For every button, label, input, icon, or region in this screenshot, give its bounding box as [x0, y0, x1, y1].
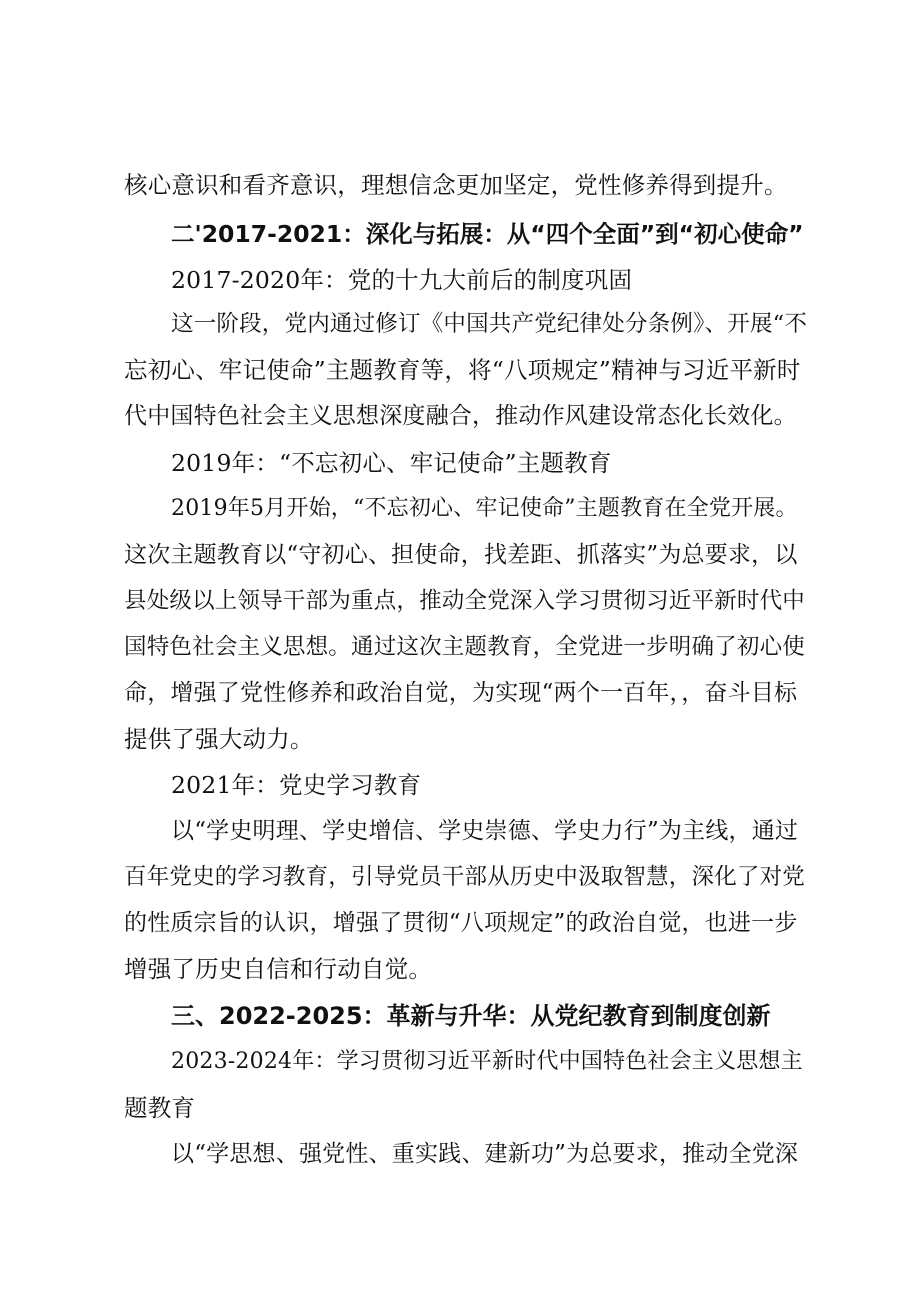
paragraph-line: 县处级以上领导干部为重点，推动全党深入学习贯彻习近平新时代中 — [124, 588, 806, 614]
paragraph-line: 提供了强大动力。 — [124, 725, 314, 753]
paragraph-line: 以“学思想、强党性、重实践、建新功”为总要求，推动全党深 — [171, 1141, 799, 1167]
paragraph-line: 这一阶段，党内通过修订《中国共产党纪律处分条例》、开展“不 — [171, 311, 808, 337]
subheading-2023-2024: 2023-2024年：学习贯彻习近平新时代中国特色社会主义思想主 — [171, 1049, 803, 1074]
subheading-continuation: 题教育 — [124, 1094, 196, 1122]
paragraph-line: 国特色社会主义思想。通过这次主题教育，全党进一步明确了初心使 — [124, 634, 806, 660]
subheading-2021: 2021年：党史学习教育 — [171, 771, 422, 799]
paragraph-line: 忘初心、牢记使命”主题教育等，将“八项规定”精神与习近平新时 — [124, 356, 801, 384]
paragraph-line: 2019年5月开始，“不忘初心、牢记使命”主题教育在全党开展。 — [171, 496, 798, 521]
paragraph-line: 增强了历史自信和行动自觉。 — [124, 955, 433, 983]
paragraph-line: 的性质宗旨的认识，增强了贯彻“八项规定”的政治自觉，也进一步 — [124, 910, 798, 936]
paragraph-line: 百年党史的学习教育，引导党员干部从历史中汲取智慧，深化了对党 — [124, 864, 806, 890]
paragraph-line: 核心意识和看齐意识，理想信念更加坚定，党性修养得到提升。 — [124, 171, 788, 199]
paragraph-line: 命，增强了党性修养和政治自觉，为实现“两个一百年，，奋斗目标 — [124, 680, 798, 706]
paragraph-line: 这次主题教育以“守初心、担使命，找差距、抓落实”为总要求，以 — [124, 542, 798, 568]
subheading-2019: 2019年：“不忘初心、牢记使命”主题教育 — [171, 449, 612, 477]
paragraph-line: 代中国特色社会主义思想深度融合，推动作风建设常态化长效化。 — [124, 403, 797, 429]
subheading-2017-2020: 2017-2020年：党的十九大前后的制度巩固 — [171, 266, 633, 294]
section-heading-2: 二'2017-2021：深化与拓展：从“四个全面”到“初心使命” — [171, 220, 804, 248]
paragraph-line: 以“学史明理、学史增信、学史崇德、学史力行”为主线，通过 — [171, 818, 799, 844]
section-heading-3: 三、2022-2025：革新与升华：从党纪教育到制度创新 — [171, 1002, 771, 1030]
